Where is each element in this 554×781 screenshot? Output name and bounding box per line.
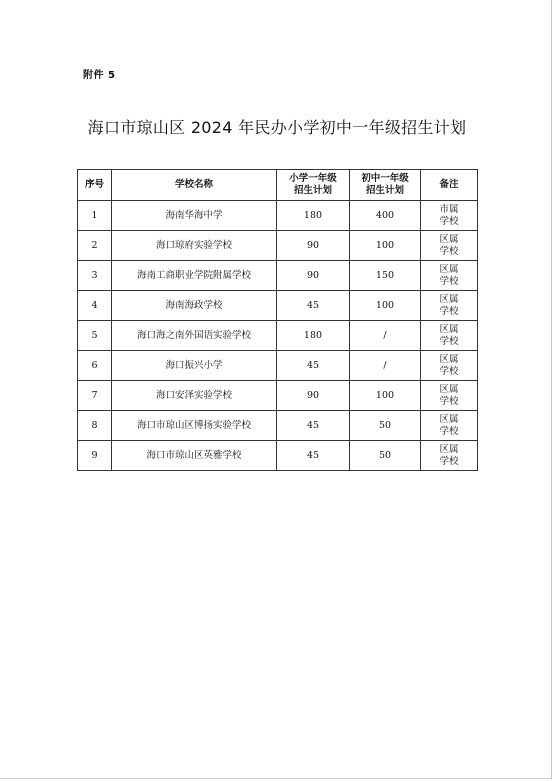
header-school-name: 学校名称 xyxy=(112,170,277,201)
cell-school-name: 海口海之南外国语实验学校 xyxy=(112,321,277,351)
table-row xyxy=(78,261,478,291)
document-title: 海口市琼山区 2024 年民办小学初中一年级招生计划 xyxy=(87,118,467,137)
cell-remarks xyxy=(421,291,478,321)
cell-school-name: 海口振兴小学 xyxy=(112,351,277,381)
header-remarks: 备注 xyxy=(421,170,478,201)
cell-junior-plan: / xyxy=(350,321,421,351)
cell-remarks xyxy=(421,441,478,471)
remarks-line-2: 学校 xyxy=(439,215,459,227)
cell-primary-plan: 180 xyxy=(277,201,350,231)
cell-serial: 4 xyxy=(78,291,112,321)
cell-remarks xyxy=(421,231,478,261)
cell-school-name: 海口市琼山区英雅学校 xyxy=(112,441,277,471)
table-header-row xyxy=(78,170,478,201)
cell-school-name: 海口市琼山区博扬实验学校 xyxy=(112,411,277,441)
remarks-line-1: 区属 xyxy=(439,233,459,245)
cell-remarks xyxy=(421,321,478,351)
table-body xyxy=(78,201,478,471)
remarks-line-2: 学校 xyxy=(439,275,459,287)
remarks-line-2: 学校 xyxy=(439,305,459,317)
cell-serial: 8 xyxy=(78,411,112,441)
cell-junior-plan: / xyxy=(350,351,421,381)
cell-primary-plan: 90 xyxy=(277,261,350,291)
cell-junior-plan: 100 xyxy=(350,381,421,411)
remarks-line-1: 区属 xyxy=(439,383,459,395)
cell-school-name: 海口琼府实验学校 xyxy=(112,231,277,261)
cell-junior-plan: 150 xyxy=(350,261,421,291)
cell-remarks xyxy=(421,351,478,381)
cell-serial: 1 xyxy=(78,201,112,231)
header-junior-plan: 初中一年级 招生计划 xyxy=(350,170,421,201)
cell-serial: 5 xyxy=(78,321,112,351)
cell-junior-plan: 100 xyxy=(350,231,421,261)
cell-junior-plan: 50 xyxy=(350,411,421,441)
cell-primary-plan: 180 xyxy=(277,321,350,351)
cell-remarks xyxy=(421,261,478,291)
cell-remarks xyxy=(421,381,478,411)
table-row xyxy=(78,381,478,411)
remarks-line-2: 学校 xyxy=(439,425,459,437)
remarks-line-1: 区属 xyxy=(439,323,459,335)
table-row xyxy=(78,291,478,321)
remarks-line-2: 学校 xyxy=(439,245,459,257)
remarks-line-1: 区属 xyxy=(439,353,459,365)
cell-junior-plan: 50 xyxy=(350,441,421,471)
cell-school-name: 海南海政学校 xyxy=(112,291,277,321)
remarks-line-1: 市属 xyxy=(439,203,459,215)
remarks-line-1: 区属 xyxy=(439,413,459,425)
cell-serial: 7 xyxy=(78,381,112,411)
cell-serial: 2 xyxy=(78,231,112,261)
table-row xyxy=(78,231,478,261)
table-row xyxy=(78,321,478,351)
cell-remarks xyxy=(421,201,478,231)
cell-junior-plan: 400 xyxy=(350,201,421,231)
remarks-line-2: 学校 xyxy=(439,365,459,377)
cell-primary-plan: 90 xyxy=(277,231,350,261)
remarks-line-1: 区属 xyxy=(439,263,459,275)
cell-serial: 6 xyxy=(78,351,112,381)
cell-remarks xyxy=(421,411,478,441)
table-row xyxy=(78,351,478,381)
cell-primary-plan: 90 xyxy=(277,381,350,411)
cell-primary-plan: 45 xyxy=(277,411,350,441)
cell-serial: 9 xyxy=(78,441,112,471)
enrollment-plan-table xyxy=(77,169,478,471)
table-row xyxy=(78,201,478,231)
cell-school-name: 海口安泽实验学校 xyxy=(112,381,277,411)
cell-primary-plan: 45 xyxy=(277,291,350,321)
cell-serial: 3 xyxy=(78,261,112,291)
remarks-line-1: 区属 xyxy=(439,443,459,455)
cell-primary-plan: 45 xyxy=(277,351,350,381)
remarks-line-2: 学校 xyxy=(439,395,459,407)
header-primary-plan: 小学一年级 招生计划 xyxy=(277,170,350,201)
table-row xyxy=(78,411,478,441)
remarks-line-1: 区属 xyxy=(439,293,459,305)
remarks-line-2: 学校 xyxy=(439,455,459,467)
remarks-line-2: 学校 xyxy=(439,335,459,347)
cell-primary-plan: 45 xyxy=(277,441,350,471)
cell-junior-plan: 100 xyxy=(350,291,421,321)
attachment-label: 附件 5 xyxy=(83,70,116,81)
cell-school-name: 海南华海中学 xyxy=(112,201,277,231)
header-serial: 序号 xyxy=(78,170,112,201)
cell-school-name: 海南工商职业学院附属学校 xyxy=(112,261,277,291)
table-row xyxy=(78,441,478,471)
